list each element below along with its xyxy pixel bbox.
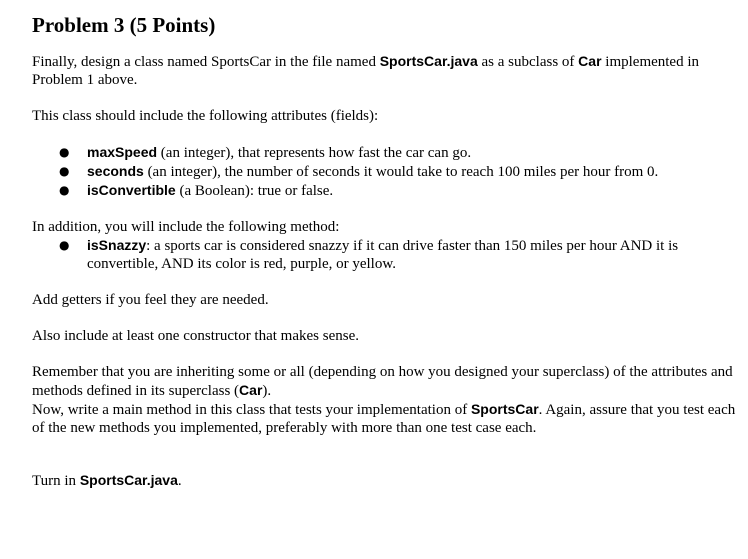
- list-item: [32, 181, 742, 200]
- method-desc: : a sports car is considered snazzy if it can drive faster than 150 miles per hour AND it is convertible, AND its color is red, purple, or yellow.: [87, 238, 679, 272]
- bullet-icon: ●: [59, 238, 70, 252]
- intro-filename: SportsCar.java: [379, 53, 478, 69]
- intro-text-2: as a subclass of: [477, 54, 579, 70]
- main-text-2: . Again, assure that you test each of the new methods you implemented, preferably with more than one test case each.: [32, 402, 736, 436]
- attribute-name: seconds: [87, 163, 144, 179]
- turn-in-paragraph: [32, 471, 742, 490]
- attribute-desc: (a Boolean): true or false.: [175, 183, 334, 199]
- intro-superclass: Car: [578, 53, 602, 69]
- main-method-paragraph: [32, 400, 742, 437]
- constructor-paragraph: Also include at least one constructor that makes sense.: [32, 328, 359, 344]
- bullet-icon: ●: [59, 145, 70, 159]
- attribute-name: maxSpeed: [87, 144, 158, 160]
- attribute-desc: (an integer), the number of seconds it would take to reach 100 miles per hour from 0.: [143, 164, 659, 180]
- turn-in-filename: SportsCar.java: [79, 472, 178, 488]
- main-class-name: SportsCar: [470, 401, 539, 417]
- list-item: [32, 236, 742, 273]
- list-item: [32, 143, 742, 162]
- inherit-text-2: ).: [262, 383, 272, 399]
- main-text-1: Now, write a main method in this class that tests your implementation of: [32, 402, 471, 418]
- method-intro: In addition, you will include the following method:: [32, 219, 340, 235]
- inherit-paragraph: [32, 363, 742, 400]
- inherit-text-1: Remember that you are inheriting some or all (depending on how you designed your superclass) of the attributes and methods defined in its superclass (: [32, 364, 733, 399]
- intro-paragraph: [32, 52, 742, 89]
- getters-paragraph: Add getters if you feel they are needed.: [32, 292, 269, 308]
- inherit-superclass: Car: [239, 382, 263, 398]
- bullet-icon: ●: [59, 164, 70, 178]
- attributes-intro: This class should include the following attributes (fields):: [32, 108, 379, 124]
- method-list: [32, 236, 742, 273]
- attribute-name: isConvertible: [87, 182, 176, 198]
- turn-in-text-1: Turn in: [32, 473, 80, 489]
- problem-title: Problem 3 (5 Points): [32, 13, 216, 37]
- list-item: [32, 162, 742, 181]
- attribute-list: [32, 143, 742, 200]
- method-name: isSnazzy: [87, 237, 147, 253]
- document-page: [32, 12, 742, 490]
- attribute-desc: (an integer), that represents how fast the car can go.: [157, 145, 472, 161]
- turn-in-text-2: .: [177, 473, 182, 489]
- intro-text-1: Finally, design a class named SportsCar in the file named: [32, 54, 380, 70]
- bullet-icon: ●: [59, 183, 70, 197]
- intro-text-3: implemented in Problem 1 above.: [32, 54, 700, 88]
